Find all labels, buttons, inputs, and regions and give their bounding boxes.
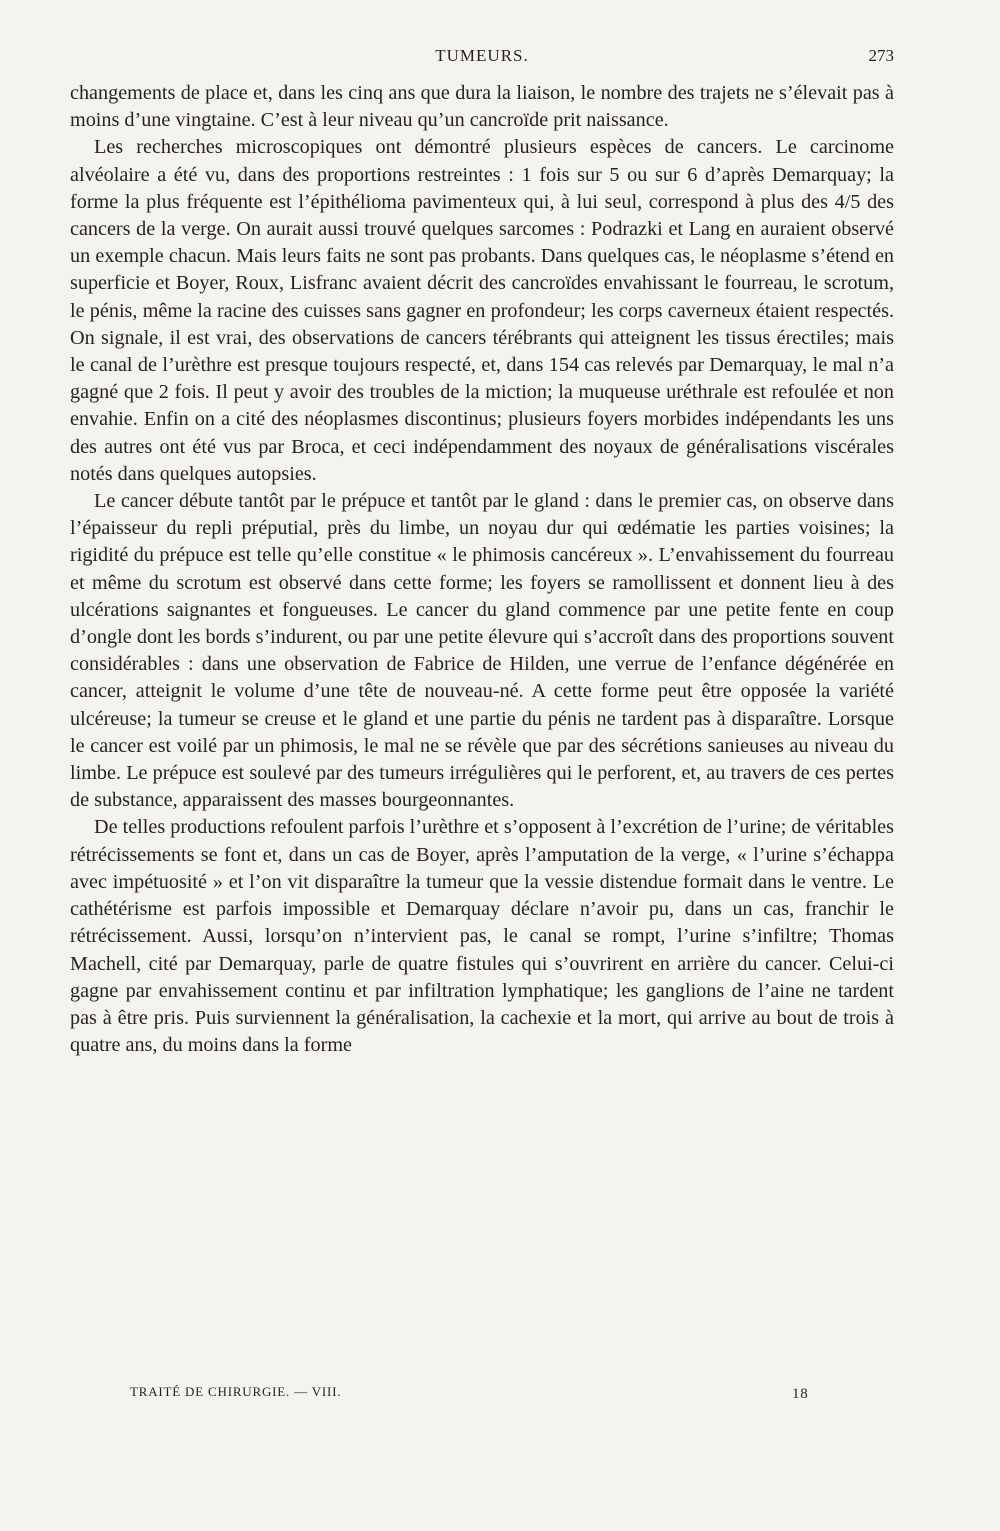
running-head: TUMEURS. (435, 46, 529, 65)
page-number: 273 (868, 46, 894, 65)
footer-title: TRAITÉ DE CHIRURGIE. — VIII. (130, 1384, 342, 1399)
body-text (70, 80, 894, 1059)
paragraph-continuation: changements de place et, dans les cinq ans que dura la liaison, le nombre des trajets ne s’élevait pas à moins d’une vingtaine. C’est à leur niveau qu’un cancroïde prit naissance. (70, 82, 894, 132)
page-header (70, 46, 894, 72)
paragraph-onset: Le cancer débute tantôt par le prépuce et tantôt par le gland : dans le premier cas, on observe dans l’épaisseur du repli préputial, près du limbe, un noyau dur qui œdématie les parties voisines; la rigidité du prépuce est telle qu’elle constitue « le phimosis cancéreux ». L’envahissement du fourreau et même du scrotum est observé dans cette forme; les foyers se ramollissent et donnent lieu à des ulcérations saignantes et fongueuses. Le cancer du gland commence par une petite fente en coup d’ongle dont les bords s’indurent, ou par une petite élevure qui s’accroît dans des proportions souvent considérables : dans une observation de Fabrice de Hilden, une verrue de l’enfance dégénérée en cancer, atteignit le volume d’une tête de nouveau-né. A cette forme peut être opposée la variété ulcéreuse; la tumeur se creuse et le gland et une partie du pénis ne tardent pas à disparaître. Lorsque le cancer est voilé par un phimosis, le mal ne se révèle que par des sécrétions sanieuses au niveau du limbe. Le prépuce est soulevé par des tumeurs irrégulières qui le perforent, et, au travers de ces pertes de substance, apparaissent des masses bourgeonnantes. (70, 490, 894, 812)
paragraph-urethra: De telles productions refoulent parfois l’urèthre et s’opposent à l’excrétion de l’urine; de véritables rétrécissements se font et, dans un cas de Boyer, après l’amputation de la verge, « l’urine s’échappa avec impétuosité » et l’on vit disparaître la tumeur que la vessie distendue formait dans le ventre. Le cathétérisme est parfois impossible et Demarquay déclare n’avoir pu, dans un cas, franchir le rétrécissement. Aussi, lorsqu’on n’intervient pas, le canal se rompt, l’urine s’infiltre; Thomas Machell, cité par Demarquay, parle de quatre fistules qui s’ouvrirent en arrière du cancer. Celui-ci gagne par envahissement continu et par infiltration lymphatique; les ganglions de l’aine ne tardent pas à être pris. Puis surviennent la généralisation, la cachexie et la mort, qui arrive au bout de trois à quatre ans, du moins dans la forme (70, 816, 894, 1057)
paragraph-microscopic-findings: Les recherches microscopiques ont démontré plusieurs espèces de cancers. Le carcinome alvéolaire a été vu, dans des proportions restreintes : 1 fois sur 5 ou sur 6 d’après Demarquay; la forme la plus fréquente est l’épithélioma pavimenteux qui, à lui seul, correspond à plus des 4/5 des cancers de la verge. On aurait aussi trouvé quelques sarcomes : Podrazki et Lang en auraient observé un exemple chacun. Mais leurs faits ne sont pas probants. Dans quelques cas, le néoplasme s’étend en superficie et Boyer, Roux, Lisfranc avaient décrit des cancroïdes envahissant le fourreau, le scrotum, le pénis, même la racine des cuisses sans gagner en profondeur; les corps caverneux étaient respectés. On signale, il est vrai, des observations de cancers térébrants qui atteignent les tissus érectiles; mais le canal de l’urèthre est presque toujours respecté, et, dans 154 cas relevés par Demarquay, le mal n’a gagné que 2 fois. Il peut y avoir des troubles de la miction; la muqueuse uréthrale est refoulée et non envahie. Enfin on a cité des néoplasmes discontinus; plusieurs foyers morbides indépendants les uns des autres ont été vus par Broca, et ceci indépendamment des noyaux de généralisations viscérales notés dans quelques autopsies. (70, 136, 894, 485)
signature-mark: 18 (792, 1386, 809, 1402)
page-footer (130, 1384, 830, 1408)
